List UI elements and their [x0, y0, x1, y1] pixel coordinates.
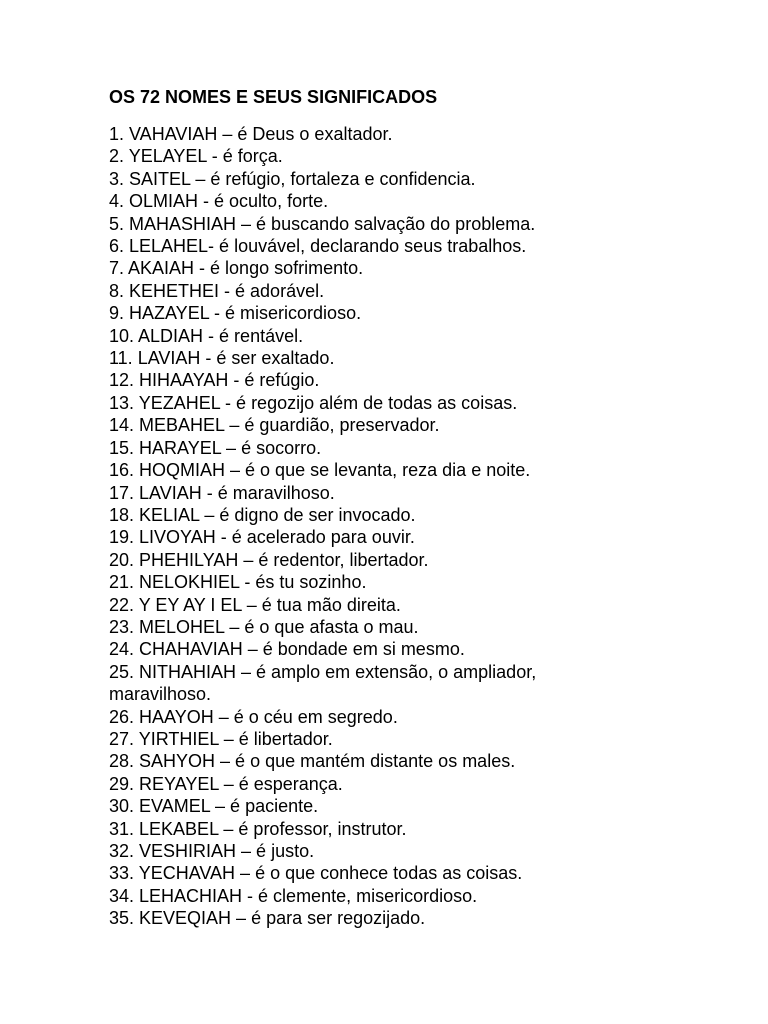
list-item: [109, 123, 729, 145]
list-item-text: 33. YECHAVAH – é o que conhece todas as coisas.: [109, 863, 523, 884]
list-item-text: 35. KEVEQIAH – é para ser regozijado.: [109, 908, 426, 929]
list-item: [109, 818, 729, 840]
list-item: [109, 504, 729, 526]
names-list: [109, 123, 729, 930]
list-item-text: 9. HAZAYEL - é misericordioso.: [109, 303, 362, 324]
list-item-text: 23. MELOHEL – é o que afasta o mau.: [109, 616, 419, 637]
list-item-text: 15. HARAYEL – é socorro.: [109, 437, 322, 458]
list-item-text: 25. NITHAHIAH – é amplo em extensão, o ampliador,: [109, 661, 537, 682]
list-item: [109, 392, 729, 414]
list-item: [109, 773, 729, 795]
list-item: [109, 369, 729, 391]
list-item-text: 13. YEZAHEL - é regozijo além de todas as coisas.: [109, 392, 518, 413]
list-item-text: 11. LAVIAH - é ser exaltado.: [109, 348, 335, 369]
list-item-text: 6. LELAHEL- é louvável, declarando seus trabalhos.: [109, 236, 527, 257]
list-item-text: 22. Y EY AY I EL – é tua mão direita.: [109, 594, 401, 615]
list-item: [109, 437, 729, 459]
list-item: [109, 706, 729, 728]
list-item: [109, 168, 729, 190]
list-item: [109, 235, 729, 257]
list-item: [109, 907, 729, 929]
list-item: [109, 549, 729, 571]
list-item: [109, 571, 729, 593]
list-item-text: 20. PHEHILYAH – é redentor, libertador.: [109, 549, 429, 570]
list-item-text: 1. VAHAVIAH – é Deus o exaltador.: [109, 124, 393, 144]
list-item-text: maravilhoso.: [109, 684, 212, 705]
list-item-text: 30. EVAMEL – é paciente.: [109, 796, 319, 817]
list-item: [109, 750, 729, 772]
list-item: [109, 459, 729, 481]
list-item: [109, 526, 729, 548]
list-item: [109, 661, 729, 706]
list-item: [109, 414, 729, 436]
list-item-text: 8. KEHETHEI - é adorável.: [109, 280, 325, 301]
document-title: OS 72 NOMES E SEUS SIGNIFICADOS: [109, 87, 438, 107]
document-content: [109, 86, 729, 930]
list-item: [109, 616, 729, 638]
list-item-text: 10. ALDIAH - é rentável.: [109, 325, 304, 346]
list-item-text: 34. LEHACHIAH - é clemente, misericordioso.: [109, 885, 478, 906]
list-item: [109, 302, 729, 324]
list-item: [109, 190, 729, 212]
list-item: [109, 862, 729, 884]
list-item-text: 19. LIVOYAH - é acelerado para ouvir.: [109, 527, 415, 548]
list-item: [109, 594, 729, 616]
list-item-text: 28. SAHYOH – é o que mantém distante os males.: [109, 751, 516, 772]
list-item: [109, 885, 729, 907]
list-item-text: 7. AKAIAH - é longo sofrimento.: [109, 258, 364, 279]
list-item-text: 24. CHAHAVIAH – é bondade em si mesmo.: [109, 639, 465, 660]
list-item-text: 4. OLMIAH - é oculto, forte.: [109, 191, 329, 212]
list-item: [109, 257, 729, 279]
list-item-text: 14. MEBAHEL – é guardião, preservador.: [109, 415, 440, 436]
list-item: [109, 795, 729, 817]
list-item: [109, 347, 729, 369]
list-item-text: 31. LEKABEL – é professor, instrutor.: [109, 818, 407, 839]
list-item-text: 3. SAITEL – é refúgio, fortaleza e confidencia.: [109, 168, 476, 189]
list-item-text: 16. HOQMIAH – é o que se levanta, reza dia e noite.: [109, 460, 531, 481]
list-item-text: 27. YIRTHIEL – é libertador.: [109, 728, 333, 749]
list-item: [109, 482, 729, 504]
list-item: [109, 213, 729, 235]
list-item-text: 18. KELIAL – é digno de ser invocado.: [109, 504, 416, 525]
list-item-text: 29. REYAYEL – é esperança.: [109, 773, 343, 794]
list-item: [109, 728, 729, 750]
list-item-text: 12. HIHAAYAH - é refúgio.: [109, 370, 320, 391]
list-item-text: 17. LAVIAH - é maravilhoso.: [109, 482, 335, 503]
list-item-text: 26. HAAYOH – é o céu em segredo.: [109, 706, 398, 727]
list-item: [109, 145, 729, 167]
list-item: [109, 840, 729, 862]
list-item: [109, 325, 729, 347]
list-item: [109, 280, 729, 302]
list-item-text: 21. NELOKHIEL - és tu sozinho.: [109, 572, 367, 593]
list-item-text: 2. YELAYEL - é força.: [109, 146, 283, 167]
list-item: [109, 638, 729, 660]
list-item-text: 5. MAHASHIAH – é buscando salvação do problema.: [109, 213, 536, 234]
list-item-text: 32. VESHIRIAH – é justo.: [109, 841, 315, 861]
